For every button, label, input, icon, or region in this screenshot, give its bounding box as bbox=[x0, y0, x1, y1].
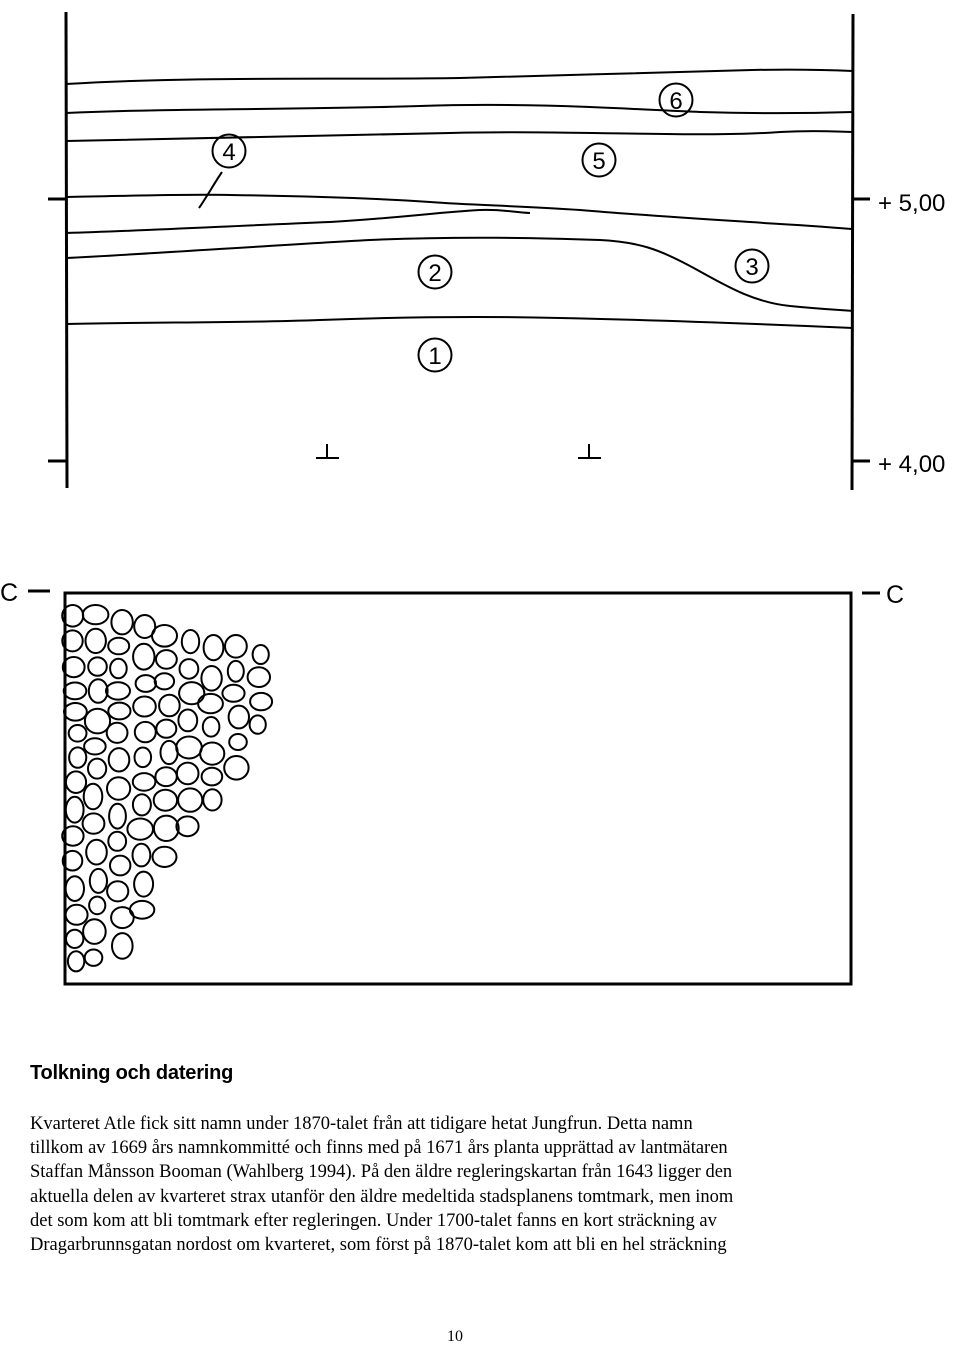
stone bbox=[135, 722, 156, 742]
section-marker-left-label: C bbox=[0, 579, 19, 607]
stone bbox=[107, 723, 128, 743]
stone bbox=[106, 682, 130, 699]
paragraph-line: tillkom av 1669 års namnkommitté och finns med på 1671 års planta upprättad av lantmätaren bbox=[30, 1138, 728, 1159]
stone bbox=[229, 734, 247, 750]
stone bbox=[135, 748, 152, 768]
svg-text:5: 5 bbox=[592, 148, 606, 175]
body-paragraph bbox=[30, 1112, 935, 1257]
stone bbox=[222, 685, 244, 702]
stone bbox=[133, 644, 154, 670]
layer-line-4-lower bbox=[66, 210, 530, 233]
svg-text:1: 1 bbox=[428, 343, 442, 370]
layer-line-5 bbox=[66, 131, 853, 141]
plan-frame bbox=[65, 593, 851, 984]
stone bbox=[134, 872, 153, 897]
stone bbox=[107, 881, 128, 901]
reference-mark-right bbox=[578, 444, 601, 458]
stone bbox=[86, 840, 107, 865]
svg-text:6: 6 bbox=[669, 88, 683, 115]
stone bbox=[89, 897, 105, 915]
stone bbox=[109, 804, 126, 829]
stone bbox=[203, 789, 221, 810]
stone bbox=[84, 738, 106, 754]
stone bbox=[204, 635, 224, 660]
stone bbox=[203, 717, 220, 737]
svg-text:2: 2 bbox=[428, 260, 442, 287]
stone bbox=[153, 847, 177, 867]
stone bbox=[66, 905, 88, 925]
stone bbox=[161, 741, 178, 764]
stone bbox=[250, 693, 272, 710]
stone bbox=[109, 748, 130, 771]
stone bbox=[108, 832, 126, 851]
stone bbox=[108, 638, 129, 655]
stone bbox=[224, 756, 248, 780]
stone bbox=[155, 767, 176, 786]
elevation-label-upper: + 5,00 bbox=[878, 190, 946, 217]
stone bbox=[111, 610, 132, 634]
stone bbox=[110, 856, 130, 876]
stone bbox=[155, 673, 174, 689]
layer-line-1 bbox=[66, 317, 853, 328]
stone bbox=[156, 720, 176, 738]
stone bbox=[133, 773, 156, 791]
stone bbox=[154, 816, 179, 841]
layer-line-top bbox=[66, 70, 853, 84]
paragraph-line: det som kom att bli tomtmark efter regleringen. Under 1700-talet fanns en kort sträckning av bbox=[30, 1210, 717, 1231]
stone bbox=[85, 950, 103, 966]
svg-text:4: 4 bbox=[222, 139, 236, 166]
stone bbox=[69, 747, 86, 767]
stone bbox=[152, 625, 177, 647]
page-number: 10 bbox=[447, 1328, 463, 1345]
stone bbox=[133, 794, 151, 815]
layer-label-4 bbox=[213, 135, 246, 168]
stone-cluster bbox=[62, 605, 272, 971]
stone bbox=[198, 694, 223, 713]
layer-label-5 bbox=[583, 144, 616, 177]
layer-line-6 bbox=[66, 105, 853, 113]
stone bbox=[83, 813, 105, 833]
stone bbox=[110, 659, 127, 679]
stone bbox=[178, 710, 197, 732]
paragraph-line: Kvarteret Atle fick sitt namn under 1870-talet från att tidigare hetat Jungfrun. Detta namn bbox=[30, 1114, 693, 1134]
stone bbox=[88, 759, 106, 779]
stone bbox=[108, 703, 130, 720]
stone bbox=[159, 695, 180, 717]
paragraph-line: Staffan Månsson Booman (Wahlberg 1994). På den äldre regleringskartan från 1643 ligger den bbox=[30, 1162, 733, 1183]
stone bbox=[88, 657, 107, 675]
layer-label-2 bbox=[419, 256, 452, 289]
stone bbox=[112, 933, 133, 959]
stone bbox=[176, 816, 198, 836]
stone bbox=[179, 682, 204, 704]
stone bbox=[133, 697, 156, 717]
reference-mark-left bbox=[316, 444, 339, 458]
paragraph-line: Dragarbrunnsgatan nordost om kvarteret, som först på 1870-talet kom att bli en hel sträckning bbox=[30, 1235, 727, 1256]
plan-drawing bbox=[0, 560, 960, 1000]
elevation-label-lower: + 4,00 bbox=[878, 451, 946, 478]
stone bbox=[90, 869, 107, 893]
stone bbox=[84, 784, 103, 810]
leader-line-4 bbox=[199, 172, 222, 208]
stone bbox=[200, 743, 224, 765]
stone bbox=[130, 901, 154, 919]
stone bbox=[68, 951, 84, 971]
layer-label-6 bbox=[660, 84, 693, 117]
stone bbox=[66, 876, 84, 901]
stone bbox=[253, 645, 269, 664]
stone bbox=[69, 725, 87, 742]
stone bbox=[86, 629, 106, 653]
section-marker-right-label: C bbox=[886, 581, 905, 609]
layer-label-3 bbox=[736, 250, 769, 283]
stone bbox=[201, 666, 221, 691]
stone bbox=[107, 777, 130, 799]
stone bbox=[89, 679, 108, 703]
stone bbox=[83, 605, 109, 624]
section-right-border bbox=[852, 14, 853, 490]
stone bbox=[228, 661, 244, 682]
stone bbox=[225, 635, 247, 658]
section-drawing bbox=[0, 0, 960, 500]
stone bbox=[182, 630, 199, 653]
stone bbox=[176, 737, 202, 759]
svg-text:3: 3 bbox=[745, 254, 759, 281]
stone bbox=[127, 819, 153, 840]
stone bbox=[178, 788, 202, 811]
stone bbox=[250, 715, 266, 733]
stone bbox=[154, 790, 177, 811]
stone bbox=[133, 844, 151, 867]
stone bbox=[177, 763, 199, 785]
stone bbox=[66, 797, 84, 823]
layer-label-1 bbox=[419, 339, 452, 372]
section-heading: Tolkning och datering bbox=[30, 1062, 234, 1084]
stone bbox=[66, 771, 86, 793]
layer-line-2 bbox=[66, 238, 853, 311]
stone bbox=[136, 675, 156, 692]
stone bbox=[66, 930, 83, 948]
stone bbox=[156, 650, 177, 669]
stone bbox=[64, 703, 87, 721]
stone bbox=[83, 919, 106, 944]
stone bbox=[202, 768, 223, 786]
paragraph-line: aktuella delen av kvarteret strax utanför den äldre medeltida stadsplanens tomtmark, men inom bbox=[30, 1186, 734, 1207]
stone bbox=[64, 683, 87, 700]
stone bbox=[229, 706, 249, 729]
stone bbox=[248, 667, 270, 687]
stone bbox=[180, 659, 199, 679]
